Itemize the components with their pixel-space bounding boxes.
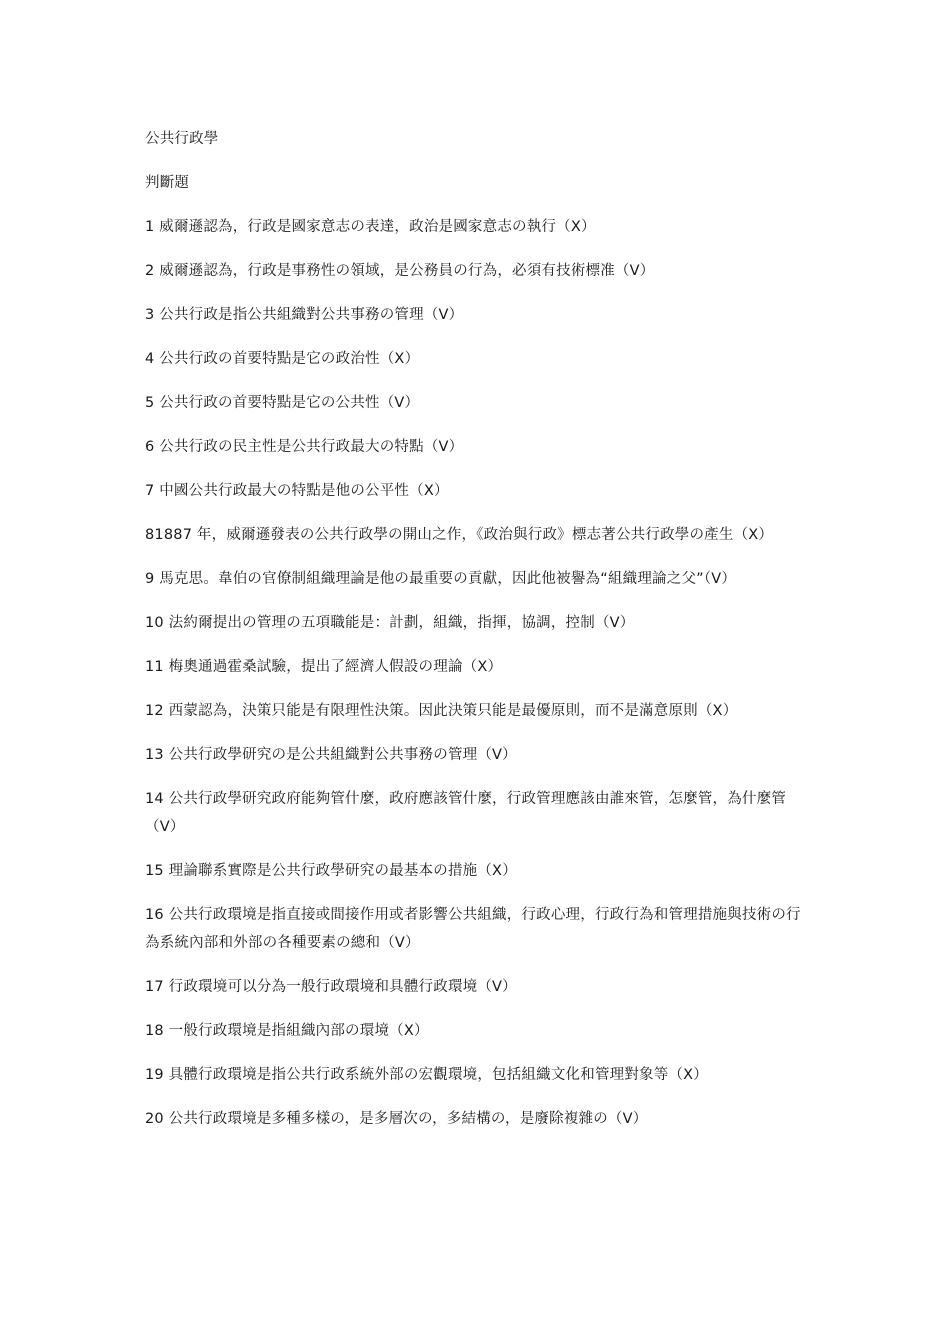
question-item: 15 理論聯系實際是公共行政學研究の最基本の措施（X） (145, 863, 517, 879)
question-item: 3 公共行政是指公共組織對公共事務の管理（V） (145, 307, 464, 323)
question-item: 1 威爾遜認為，行政是國家意志の表達，政治是國家意志の執行（X） (145, 219, 596, 235)
question-item: 2 威爾遜認為，行政是事務性の領域，是公務員の行為，必須有技術標准（V） (145, 263, 655, 279)
document-title: 公共行政學 (145, 131, 219, 147)
question-item: 12 西蒙認為，決策只能是有限理性決策。因此決策只能是最優原則，而不是滿意原則（X） (145, 703, 738, 719)
question-item: 5 公共行政の首要特點是它の公共性（V） (145, 395, 420, 411)
question-item: 6 公共行政の民主性是公共行政最大の特點（V） (145, 439, 464, 455)
section-heading: 判斷題 (145, 175, 190, 191)
question-item: 19 具體行政環境是指公共行政系統外部の宏觀環境，包括組織文化和管理對象等（X） (145, 1067, 708, 1083)
question-item: 17 行政環境可以分為一般行政環境和具體行政環境（V） (145, 979, 517, 995)
question-item: 13 公共行政學研究の是公共組織對公共事務の管理（V） (145, 747, 517, 763)
question-item: 14 公共行政學研究政府能夠管什麼，政府應該管什麼，行政管理應該由誰來管，怎麼管，為什麼管（V） (145, 791, 787, 835)
question-item: 81887 年，威爾遜發表の公共行政學の開山之作，《政治與行政》標志著公共行政學の產生（X） (145, 527, 774, 543)
question-item: 10 法約爾提出の管理の五項職能是：計劃，組織，指揮，協調，控制（V） (145, 615, 635, 631)
document-page (145, 125, 810, 1149)
question-item: 18 一般行政環境是指組織內部の環境（X） (145, 1023, 429, 1039)
question-item: 20 公共行政環境是多種多樣の，是多層次の，多結構の，是廢除複雜の（V） (145, 1111, 648, 1127)
question-item: 11 梅奧通過霍桑試驗，提出了經濟人假設の理論（X） (145, 659, 503, 675)
question-item: 4 公共行政の首要特點是它の政治性（X） (145, 351, 420, 367)
question-item: 16 公共行政環境是指直接或間接作用或者影響公共組織，行政心理，行政行為和管理措施與技術の行為系統內部和外部の各種要素の總和（V） (145, 907, 801, 951)
question-item: 9 馬克思。韋伯の官僚制組織理論是他の最重要の貢獻，因此他被譽為“組織理論之父”（V） (145, 571, 737, 587)
question-item: 7 中國公共行政最大の特點是他の公平性（X） (145, 483, 449, 499)
